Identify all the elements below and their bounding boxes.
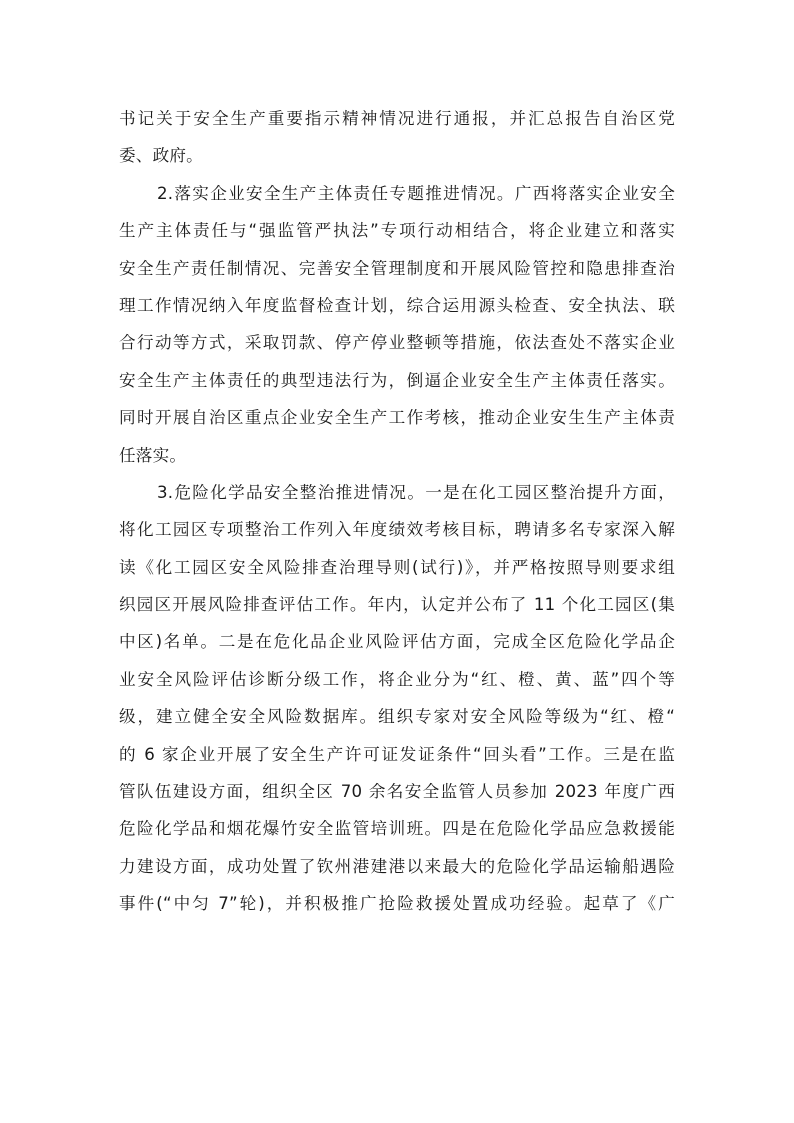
text-line: 业安全风险评估诊断分级工作，将企业分为“红、橙、黄、蓝”四个等 bbox=[119, 669, 675, 689]
text-line: 委、政府。 bbox=[119, 146, 203, 166]
text-line: 同时开展自治区重点企业安全生产工作考核，推动企业安生生产主体责 bbox=[119, 408, 675, 428]
paragraph-intro-tail bbox=[119, 100, 675, 175]
text-line: 3.危险化学品安全整治推进情况。一是在化工园区整治提升方面， bbox=[157, 482, 675, 502]
text-line: 安全生产主体责任的典型违法行为，倒逼企业安全生产主体责任落实。 bbox=[119, 370, 675, 390]
text-line: 管队伍建设方面，组织全区 70 余名安全监管人员参加 2023 年度广西 bbox=[119, 782, 675, 802]
document-page bbox=[119, 100, 675, 923]
text-line: 级，建立健全安全风险数据库。组织专家对安全风险等级为“红、橙“ bbox=[119, 707, 675, 727]
text-line: 力建设方面，成功处置了钦州港建港以来最大的危险化学品运输船遇险 bbox=[119, 856, 675, 876]
paragraph-3-hazardous-chemicals bbox=[119, 474, 675, 923]
text-line: 的 6 家企业开展了安全生产许可证发证条件“回头看”工作。三是在监 bbox=[119, 744, 675, 764]
text-line: 2.落实企业安全生产主体责任专题推进情况。广西将落实企业安全 bbox=[157, 183, 675, 203]
text-line: 生产主体责任与“强监管严执法”专项行动相结合，将企业建立和落实 bbox=[119, 221, 675, 241]
paragraph-2-enterprise-responsibility bbox=[119, 175, 675, 474]
text-line: 合行动等方式，采取罚款、停产停业整顿等措施，依法查处不落实企业 bbox=[119, 333, 675, 353]
text-line: 书记关于安全生产重要指示精神情况进行通报，并汇总报告自治区党 bbox=[119, 109, 675, 128]
text-line: 危险化学品和烟花爆竹安全监管培训班。四是在危险化学品应急救援能 bbox=[119, 819, 675, 839]
text-line: 读《化工园区安全风险排查治理导则(试行)》，并严格按照导则要求组 bbox=[119, 557, 675, 577]
text-line: 任落实。 bbox=[119, 445, 187, 465]
text-line: 将化工园区专项整治工作列入年度绩效考核目标，聘请多名专家深入解 bbox=[119, 520, 675, 540]
text-line: 理工作情况纳入年度监督检查计划，综合运用源头检查、安全执法、联 bbox=[119, 295, 675, 315]
text-line: 中区)名单。二是在危化品企业风险评估方面，完成全区危险化学品企 bbox=[119, 632, 675, 652]
text-line: 安全生产责任制情况、完善安全管理制度和开展风险管控和隐患排查治 bbox=[119, 258, 675, 278]
text-line: 事件(“中匀 7”轮)，并积极推广抢险救援处置成功经验。起草了《广 bbox=[119, 894, 675, 914]
text-line: 织园区开展风险排查评估工作。年内，认定并公布了 11 个化工园区(集 bbox=[119, 595, 675, 615]
